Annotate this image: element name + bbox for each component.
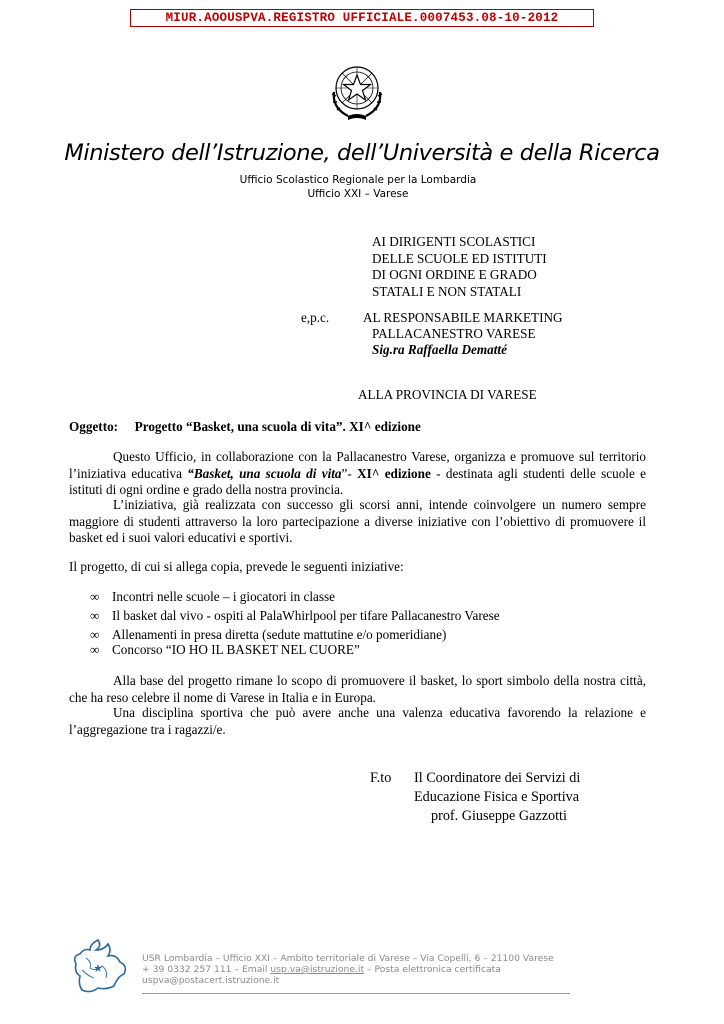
- lombardy-map-icon: [68, 936, 132, 1000]
- cc-recipient-line: AL RESPONSABILE MARKETING: [363, 310, 563, 325]
- paragraph-5: Una disciplina sportiva che può avere anche una valenza educativa favorendo la relazione e l’aggregazione tra i ragazzi/e.: [69, 705, 646, 737]
- signature-fto: F.to: [370, 770, 392, 786]
- list-item: ∞ Concorso “IO HO IL BASKET NEL CUORE”: [90, 642, 360, 657]
- list-item: ∞ Incontri nelle scuole – i giocatori in classe: [90, 589, 336, 604]
- epc-label: e,p.c.: [301, 310, 330, 325]
- paragraph-2: L’iniziativa, già realizzata con successo gli scorsi anni, intende coinvolgere un numero sempre maggiore di studenti attraverso la loro partecipazione a diverse iniziative con l’obiettivo di promuovere il basket ed i suoi valori educativi e sportivi.: [69, 497, 646, 546]
- signature-line: Il Coordinatore dei Servizi di: [414, 770, 581, 786]
- footer-contacts: [142, 953, 582, 986]
- recipients-block: [372, 234, 547, 300]
- italian-emblem-icon: [328, 62, 386, 122]
- infinity-bullet-icon: ∞: [90, 608, 100, 623]
- cc-recipient-name: Sig.ra Raffaella Dematté: [372, 342, 507, 357]
- province-recipient: ALLA PROVINCIA DI VARESE: [358, 387, 537, 402]
- list-item: ∞ Il basket dal vivo - ospiti al PalaWhirlpool per tifare Pallacanestro Varese: [90, 608, 500, 623]
- paragraph-1: Questo Ufficio, in collaborazione con la Pallacanestro Varese, organizza e promuove sul territorio l’iniziativa educativa “Basket, una scuola di vita”- XI^ edizione - destinata agli studenti delle scuole e istituti di ogni ordine e grado della nostra provincia.: [69, 449, 646, 498]
- footer-pec: uspva@postacert.istruzione.it: [142, 975, 280, 986]
- recipient-line: DI OGNI ORDINE E GRADO: [372, 267, 537, 282]
- footer-phone-email: + 39 0332 257 111 – Email usp.va@istruzione.it – Posta elettronica certificata: [142, 964, 501, 975]
- footer-divider: [142, 993, 570, 994]
- protocol-stamp: MIUR.AOOUSPVA.REGISTRO UFFICIALE.0007453.08-10-2012: [130, 9, 594, 27]
- subject-line: [69, 419, 421, 436]
- edition-label: XI^ edizione: [357, 465, 431, 481]
- project-title: “Basket, una scuola di vita: [187, 465, 342, 481]
- signature-block: [414, 769, 580, 826]
- paragraph-3: Il progetto, di cui si allega copia, prevede le seguenti iniziative:: [69, 559, 404, 574]
- subject-label: Oggetto:: [69, 419, 119, 434]
- recipient-line: AI DIRIGENTI SCOLASTICI: [372, 234, 536, 249]
- infinity-bullet-icon: ∞: [90, 589, 100, 604]
- ministry-title: Ministero dell’Istruzione, dell’Università e della Ricerca: [64, 140, 660, 166]
- footer-address: USR Lombardia – Ufficio XXI – Ambito territoriale di Varese – Via Copelli, 6 – 21100 Varese: [142, 953, 554, 964]
- list-item: ∞ Allenamenti in presa diretta (sedute mattutine e/o pomeridiane): [90, 627, 447, 642]
- footer-email-link[interactable]: usp.va@istruzione.it: [270, 964, 365, 975]
- signature-line: Educazione Fisica e Sportiva: [414, 789, 580, 805]
- office-region: Ufficio Scolastico Regionale per la Lombardia: [239, 174, 477, 186]
- infinity-bullet-icon: ∞: [90, 627, 100, 642]
- office-unit: Ufficio XXI – Varese: [307, 188, 409, 200]
- recipient-line: DELLE SCUOLE ED ISTITUTI: [372, 250, 547, 266]
- cc-recipient-line: PALLACANESTRO VARESE: [372, 326, 536, 341]
- recipient-line: STATALI E NON STATALI: [372, 283, 522, 299]
- subject-text: Progetto “Basket, una scuola di vita”. XI^ edizione: [134, 419, 421, 434]
- infinity-bullet-icon: ∞: [90, 642, 100, 657]
- paragraph-4: Alla base del progetto rimane lo scopo di promuovere il basket, lo sport simbolo della nostra città, che ha reso celebre il nome di Varese in Italia e in Europa.: [69, 673, 646, 705]
- signature-name: prof. Giuseppe Gazzotti: [431, 808, 567, 824]
